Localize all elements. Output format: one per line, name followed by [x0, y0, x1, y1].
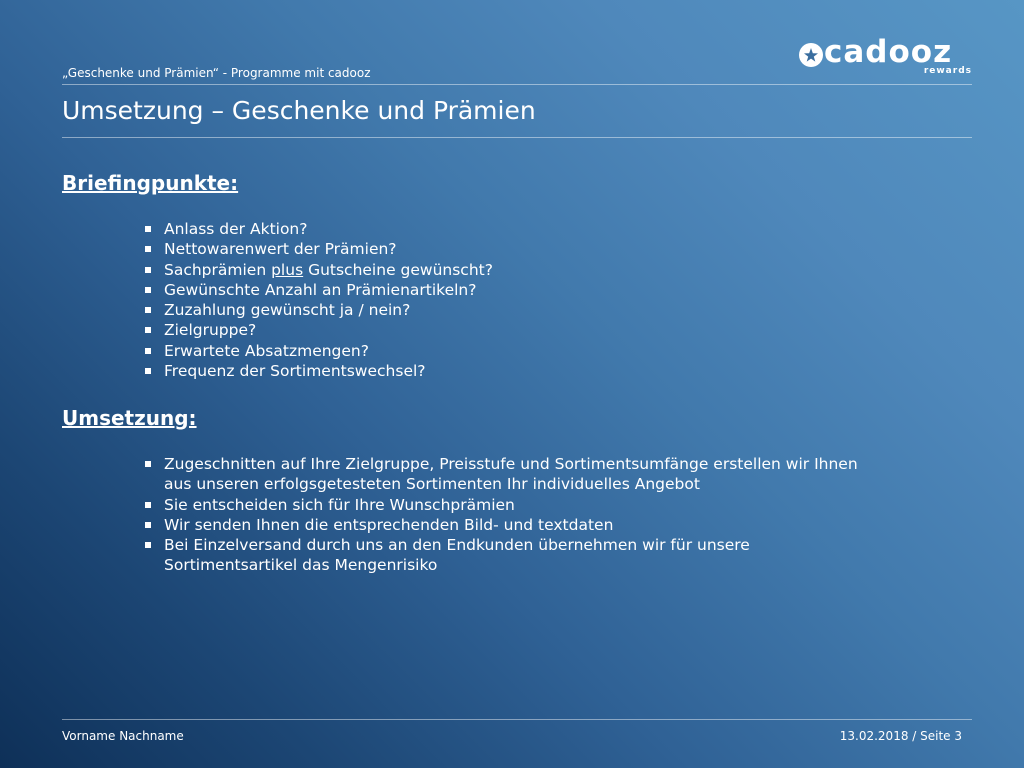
footer-author: Vorname Nachname	[62, 729, 184, 743]
list-item-text: Wir senden Ihnen die entsprechenden Bild- und textdaten	[164, 515, 614, 534]
logo-wordmark: cadooz	[824, 34, 953, 70]
list-item	[145, 219, 645, 239]
header-divider	[62, 84, 972, 85]
cadooz-logo-icon	[798, 42, 824, 68]
footer-divider	[62, 719, 972, 720]
square-bullet-icon	[145, 287, 151, 293]
section-heading-briefingpunkte: Briefingpunkte:	[62, 171, 239, 195]
square-bullet-icon	[145, 522, 151, 528]
title-divider	[62, 137, 972, 138]
list-item	[145, 280, 645, 300]
square-bullet-icon	[145, 246, 151, 252]
list-item-line-1: Bei Einzelversand durch uns an den Endkunden übernehmen wir für unsere	[164, 536, 750, 555]
section-heading-umsetzung: Umsetzung:	[62, 406, 197, 430]
list-item-text: Erwartete Absatzmengen?	[164, 341, 369, 360]
list-item-text: Zielgruppe?	[164, 321, 257, 340]
list-item-text: Sie entscheiden sich für Ihre Wunschprämien	[164, 495, 515, 514]
list-item	[145, 361, 645, 381]
square-bullet-icon	[145, 502, 151, 508]
list-item	[145, 515, 945, 535]
list-item	[145, 535, 945, 576]
list-item-text-post: Gutscheine gewünscht?	[303, 260, 493, 279]
list-item-text: Anlass der Aktion?	[164, 220, 308, 238]
list-item-line-2: aus unseren erfolgsgetesteten Sortimenten Ihr individuelles Angebot	[164, 475, 700, 494]
briefing-list	[145, 219, 645, 381]
list-item	[145, 260, 645, 280]
list-item-text: Gewünschte Anzahl an Prämienartikeln?	[164, 280, 477, 299]
square-bullet-icon	[145, 348, 151, 354]
logo-subtitle: rewards	[923, 66, 972, 76]
list-item-text: Frequenz der Sortimentswechsel?	[164, 362, 426, 381]
square-bullet-icon	[145, 327, 151, 333]
list-item-line-1: Zugeschnitten auf Ihre Zielgruppe, Preisstufe und Sortimentsumfänge erstellen wir Ihnen	[164, 455, 858, 473]
square-bullet-icon	[145, 226, 151, 232]
list-item-text-underlined: plus	[271, 260, 304, 279]
list-item	[145, 495, 945, 515]
square-bullet-icon	[145, 368, 151, 374]
list-item-text: Zuzahlung gewünscht ja / nein?	[164, 301, 411, 320]
slide-title: Umsetzung – Geschenke und Prämien	[62, 96, 536, 125]
square-bullet-icon	[145, 461, 151, 467]
square-bullet-icon	[145, 307, 151, 313]
square-bullet-icon	[145, 267, 151, 273]
umsetzung-list	[145, 454, 945, 576]
list-item-line-2: Sortimentsartikel das Mengenrisiko	[164, 556, 438, 575]
breadcrumb: „Geschenke und Prämien“ - Programme mit cadooz	[62, 66, 371, 80]
list-item	[145, 300, 645, 320]
footer-date-page: 13.02.2018 / Seite 3	[839, 729, 962, 743]
list-item	[145, 239, 645, 259]
list-item-text-pre: Sachprämien	[164, 260, 272, 279]
list-item	[145, 454, 945, 495]
cadooz-logo	[798, 34, 974, 80]
list-item-text: Nettowarenwert der Prämien?	[164, 240, 397, 259]
square-bullet-icon	[145, 542, 151, 548]
list-item	[145, 320, 645, 340]
list-item	[145, 341, 645, 361]
